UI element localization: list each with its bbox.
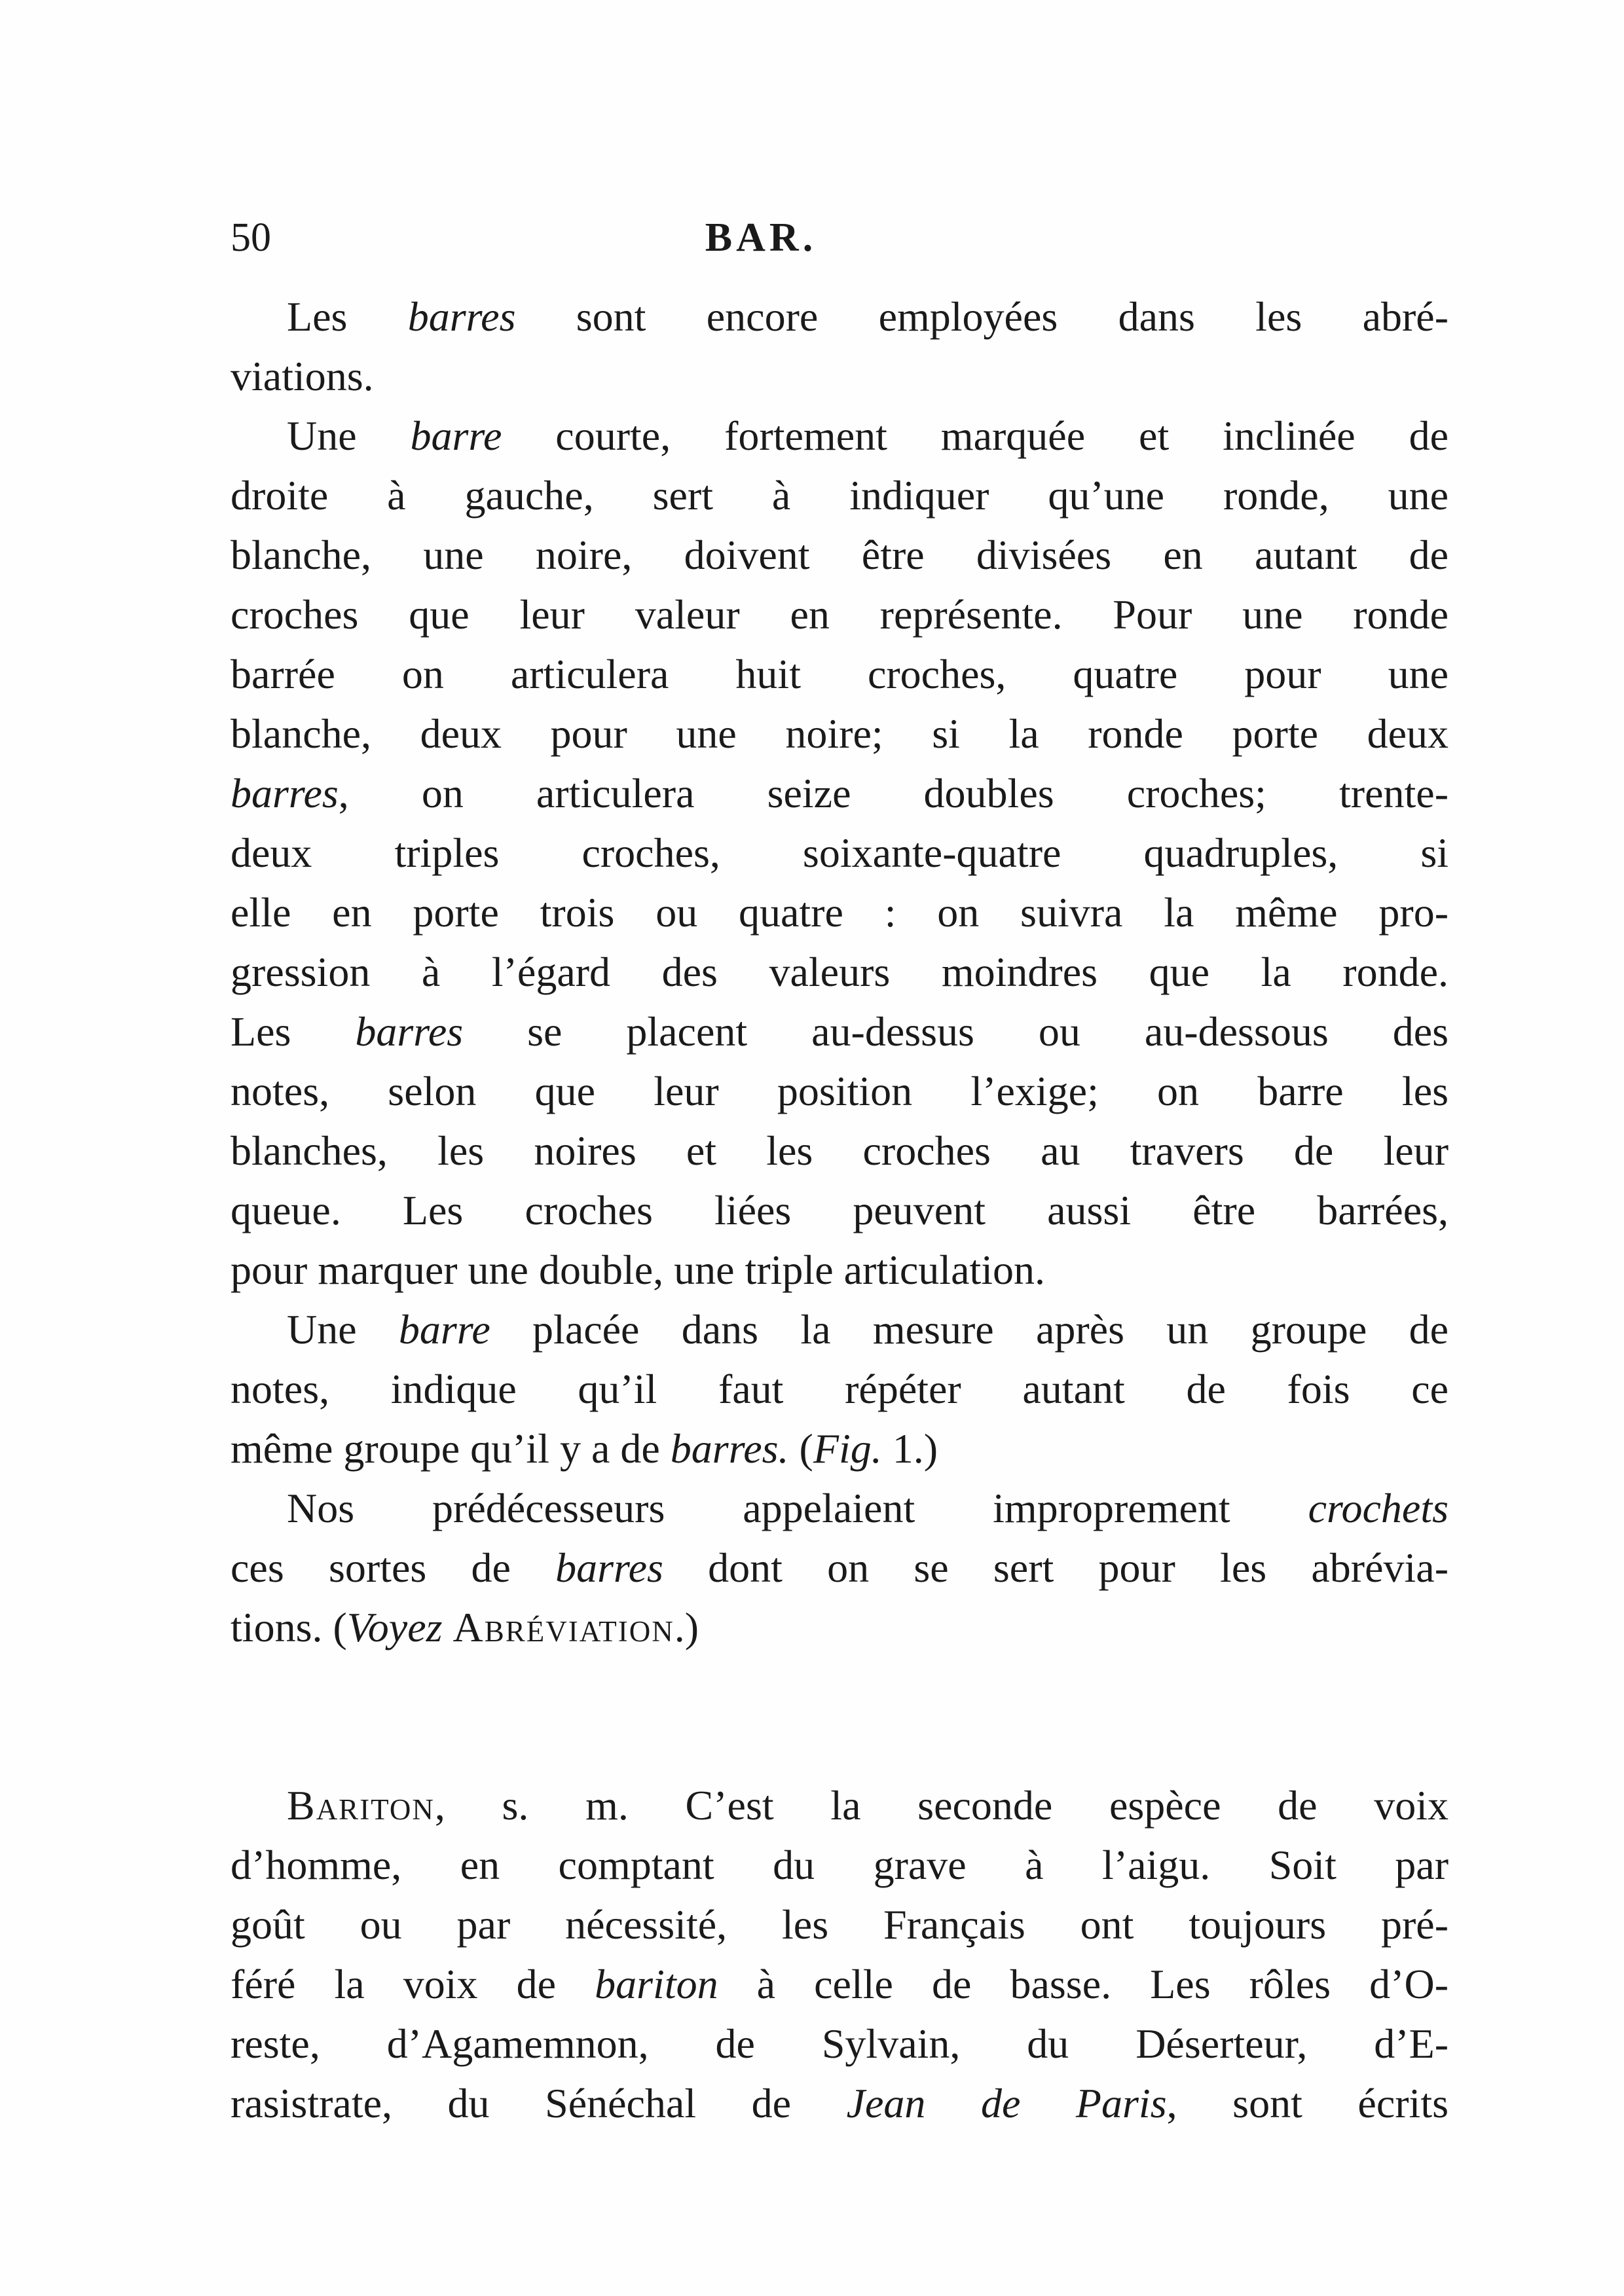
cross-reference-entry: Abréviation [452, 1604, 674, 1650]
italic-term: barre [410, 412, 502, 459]
italic-term: barres [231, 770, 339, 816]
text-span: placée dans la mesure après un groupe de [490, 1306, 1449, 1353]
text-span: Les [287, 293, 408, 340]
text-span: , sont écrits [1166, 2080, 1449, 2126]
text-line [231, 1776, 1449, 1835]
italic-title: Jean de Paris [846, 2080, 1167, 2126]
text-span [443, 1604, 453, 1650]
text-span: Une [287, 1306, 399, 1353]
text-span: Les [231, 1008, 356, 1055]
text-line [231, 763, 1449, 823]
running-head [231, 208, 1449, 267]
text-line [231, 1419, 1449, 1478]
text-span: tions. ( [231, 1604, 347, 1650]
entry-bariton [231, 1776, 1449, 2133]
paragraph-crochets [231, 1478, 1449, 1657]
italic-term: barres [407, 293, 516, 340]
text-line: barrée on articulera huit croches, quatre pour une [231, 651, 1449, 697]
italic-term: barres. [670, 1425, 789, 1472]
text-line: pour marquer une double, une triple articulation. [231, 1247, 1046, 1293]
italic-term: barre [398, 1306, 490, 1353]
figure-reference: Fig. [813, 1425, 882, 1472]
text-span: Une [287, 412, 411, 459]
italic-term: barres [555, 1544, 663, 1591]
italic-term: barres [355, 1008, 464, 1055]
text-line: reste, d’Agamemnon, de Sylvain, du Déserteur, d’E- [231, 2020, 1449, 2067]
text-span: dont on se sert pour les abrévia- [663, 1544, 1449, 1591]
text-block [231, 287, 1449, 2133]
text-line: notes, indique qu’il faut répéter autant de fois ce [231, 1366, 1449, 1412]
text-span: .) [674, 1604, 699, 1650]
text-span: Nos prédécesseurs appelaient improprement [287, 1485, 1308, 1531]
text-line: viations. [231, 353, 374, 399]
text-line: queue. Les croches liées peuvent aussi être barrées, [231, 1187, 1449, 1233]
text-line [231, 1002, 1449, 1061]
text-line [231, 1300, 1449, 1359]
text-line [231, 1597, 1449, 1657]
paragraph-barre-courte [231, 406, 1449, 1300]
text-line: elle en porte trois ou quatre : on suivra la même pro- [231, 889, 1449, 936]
text-span: même groupe qu’il y a de [231, 1425, 671, 1472]
text-line [231, 1478, 1449, 1538]
running-title: BAR. [705, 215, 817, 260]
paragraph-barre-groupe [231, 1300, 1449, 1478]
italic-term: crochets [1308, 1485, 1449, 1531]
text-span: sont encore employées dans les abré- [515, 293, 1449, 340]
text-span: courte, fortement marquée et inclinée de [502, 412, 1449, 459]
text-span: rasistrate, du Sénéchal de [231, 2080, 847, 2126]
text-line: gression à l’égard des valeurs moindres que la ronde. [231, 949, 1449, 995]
text-line: blanche, deux pour une noire; si la ronde porte deux [231, 710, 1449, 757]
text-line: notes, selon que leur position l’exige; on barre les [231, 1068, 1449, 1114]
text-line: deux triples croches, soixante-quatre quadruples, si [231, 829, 1449, 876]
text-line: d’homme, en comptant du grave à l’aigu. Soit par [231, 1842, 1449, 1888]
text-span: ( [788, 1425, 813, 1472]
text-line: goût ou par nécessité, les Français ont toujours pré- [231, 1901, 1449, 1948]
text-span: se placent au-dessus ou au-dessous des [463, 1008, 1449, 1055]
text-line [231, 1954, 1449, 2014]
paragraph-barres-abbreviations [231, 287, 1449, 406]
entry-headword: Bariton [287, 1782, 435, 1829]
text-span: , on articulera seize doubles croches; trente- [338, 770, 1449, 816]
text-span: 1.) [881, 1425, 938, 1472]
text-span: ces sortes de [231, 1544, 556, 1591]
text-span: féré la voix de [231, 1961, 595, 2007]
text-line [231, 1538, 1449, 1597]
text-line: blanche, une noire, doivent être divisées en autant de [231, 532, 1449, 578]
text-line [231, 406, 1449, 465]
italic-term: bariton [595, 1961, 718, 2007]
text-line: blanches, les noires et les croches au travers de leur [231, 1127, 1449, 1174]
page-number: 50 [231, 215, 271, 260]
cross-reference-voyez: Voyez [346, 1604, 443, 1650]
text-line [231, 287, 1449, 346]
text-span: , s. m. C’est la seconde espèce de voix [434, 1782, 1449, 1829]
text-line [231, 2073, 1449, 2133]
text-line: croches que leur valeur en représente. Pour une ronde [231, 591, 1449, 638]
text-line: droite à gauche, sert à indiquer qu’une ronde, une [231, 472, 1449, 519]
text-span: à celle de basse. Les rôles d’O- [718, 1961, 1449, 2007]
